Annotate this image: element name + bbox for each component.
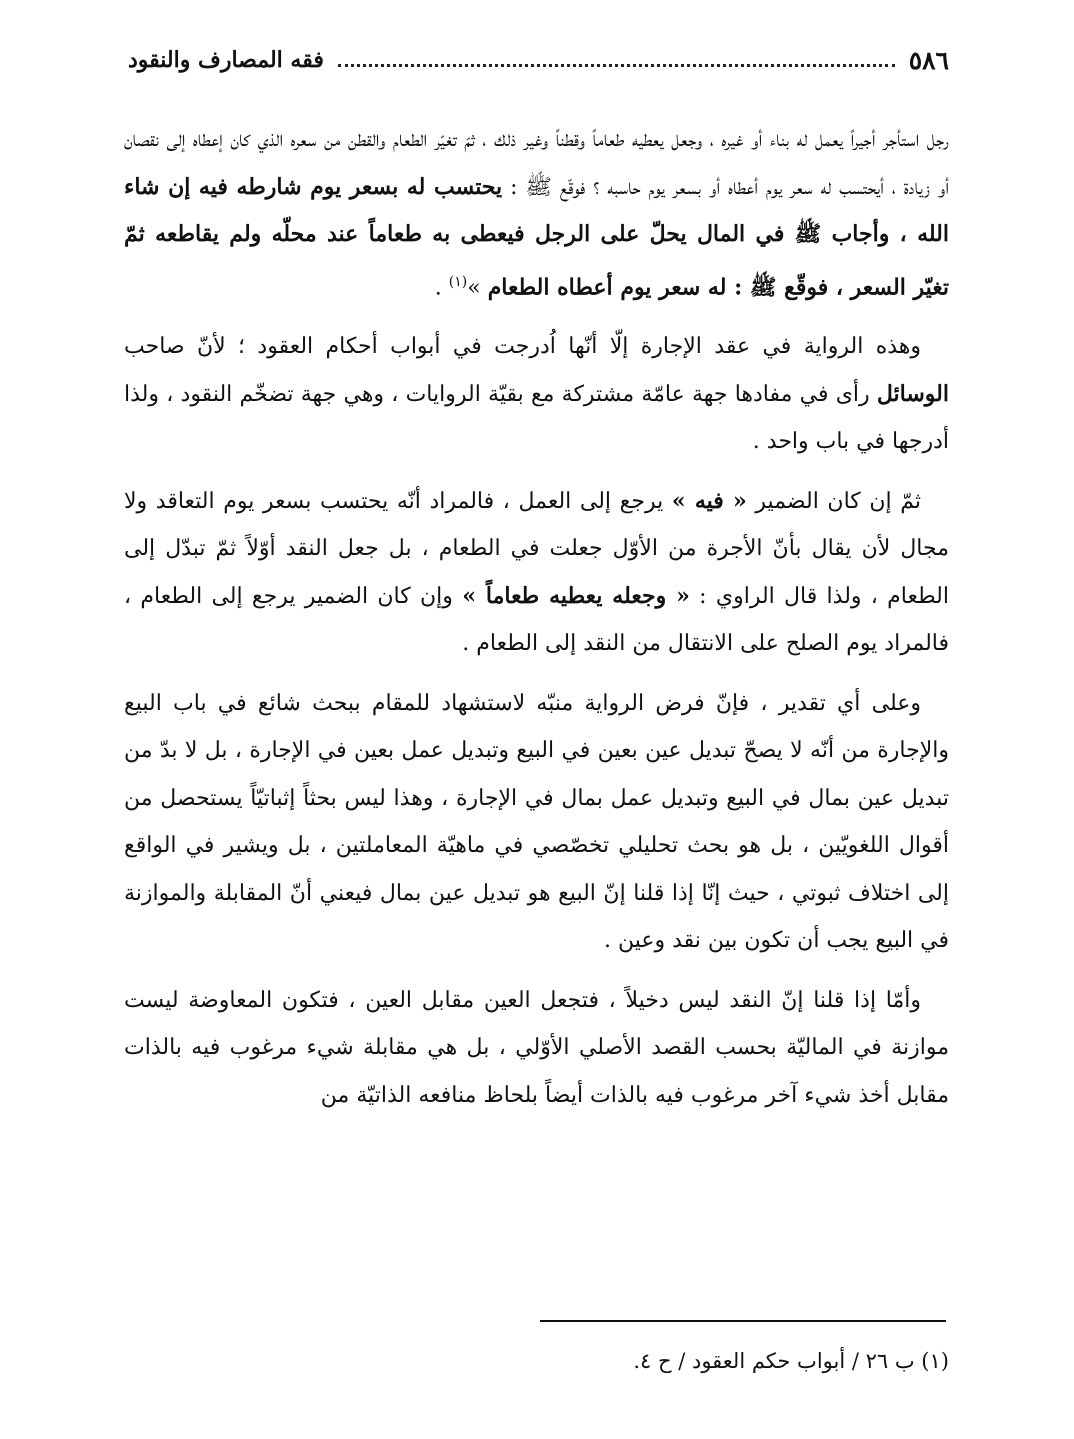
page-number: ٥٨٦ xyxy=(908,45,949,75)
main-text xyxy=(124,116,949,1131)
paragraph-3-text-b: يرجع إلى العمل ، فالمراد أنّه يحتسب بسعر يوم التعاقد ولا مجال لأن يقال بأنّ الأجرة من الأوّل جعلت في الطعام ، بل جعل النقد أوّلاً ثمّ تبدّل إلى الطعام ، ولذا قال الراوي : xyxy=(124,488,949,609)
paragraph-1-end: . xyxy=(434,274,449,300)
paragraph-1-quote-close: » xyxy=(467,274,488,300)
paragraph-3-bold-a: « فيه » xyxy=(671,487,747,514)
paragraph-3-text-a: ثمّ إن كان الضمير xyxy=(746,488,921,514)
paragraph-3 xyxy=(124,478,949,668)
paragraph-2-bold-term: الوسائل xyxy=(876,380,949,407)
paragraph-2-text-b: رأى في مفادها جهة عامّة مشتركة مع بقيّة الروايات ، وهي جهة تضخّم النقود ، ولذا أدرجها في باب واحد . xyxy=(124,381,949,455)
paragraph-1-bold-quote: يحتسب له بسعر يوم شارطه فيه إن شاء الله ، وأجاب ﷺ في المال يحلّ على الرجل فيعطى به طعاماً عند محلّه ولم يقاطعه ثمّ تغيّر السعر ، فوقّع ﷺ : له سعر يوم أعطاه الطعام xyxy=(124,173,949,300)
book-title: فقه المصارف والنقود xyxy=(128,47,324,73)
header-dotted-leader xyxy=(338,54,895,67)
footnote xyxy=(128,1344,949,1378)
paragraph-3-bold-b: « وجعله يعطيه طعاماً » xyxy=(462,582,690,609)
footnote-reference: (١) xyxy=(448,273,468,290)
paragraph-3-text-c: وإن كان الضمير يرجع إلى الطعام ، فالمراد يوم الصلح على الانتقال من النقد إلى الطعام . xyxy=(124,583,949,657)
paragraph-1 xyxy=(124,116,949,311)
footnote-divider xyxy=(540,1320,946,1322)
paragraph-4-text: وعلى أي تقدير ، فإنّ فرض الرواية منبّه لاستشهاد للمقام ببحث شائع في باب البيع والإجارة من أنّه لا يصحّ تبديل عين بعين في البيع وتبديل عمل بعين في الإجارة ، بل لا بدّ من تبديل عين بمال في البيع وتبديل عمل بمال في الإجارة ، وهذا ليس بحثاً إثباتيّاً يستحصل من أقوال اللغويّين ، بل هو بحث تحليلي تخصّصي في ماهيّة المعاملتين ، بل ويشير في الواقع إلى اختلاف ثبوتي ، حيث إنّا إذا قلنا إنّ البيع هو تبديل عين بمال فيعني أنّ المقابلة والموازنة في البيع يجب أن تكون بين نقد وعين . xyxy=(124,690,949,954)
paragraph-1-text: رجل استأجر أجيراً يعمل له بناء أو غيره ، وجعل يعطيه طعاماً وقطناً وغير ذلك ، ثمّ تغيّر الطعام والقطن من سعره الذي كان إعطاه إلى نقصان أو زيادة ، أيحتسب له سعر يوم أعطاه أو بسعر يوم حاسبه ؟ فوقّع ﷺ : xyxy=(124,127,949,200)
paragraph-2-text-a: وهذه الرواية في عقد الإجارة إلّا أنّها اُدرجت في أبواب أحكام العقود ؛ لأنّ صاحب xyxy=(124,334,921,360)
footnote-text: (١) ب ٢٦ / أبواب حكم العقود / ح ٤. xyxy=(633,1349,949,1373)
paragraph-2 xyxy=(124,323,949,466)
paragraph-5 xyxy=(124,977,949,1120)
page-header xyxy=(128,38,949,82)
paragraph-4 xyxy=(124,680,949,965)
paragraph-5-text: وأمّا إذا قلنا إنّ النقد ليس دخيلاً ، فتجعل العين مقابل العين ، فتكون المعاوضة ليست موازنة في الماليّة بحسب القصد الأصلي الأوّلي ، بل هي مقابلة شيء مرغوب فيه بالذات مقابل أخذ شيء آخر مرغوب فيه بالذات أيضاً بلحاظ منافعه الذاتيّة من xyxy=(124,987,949,1108)
